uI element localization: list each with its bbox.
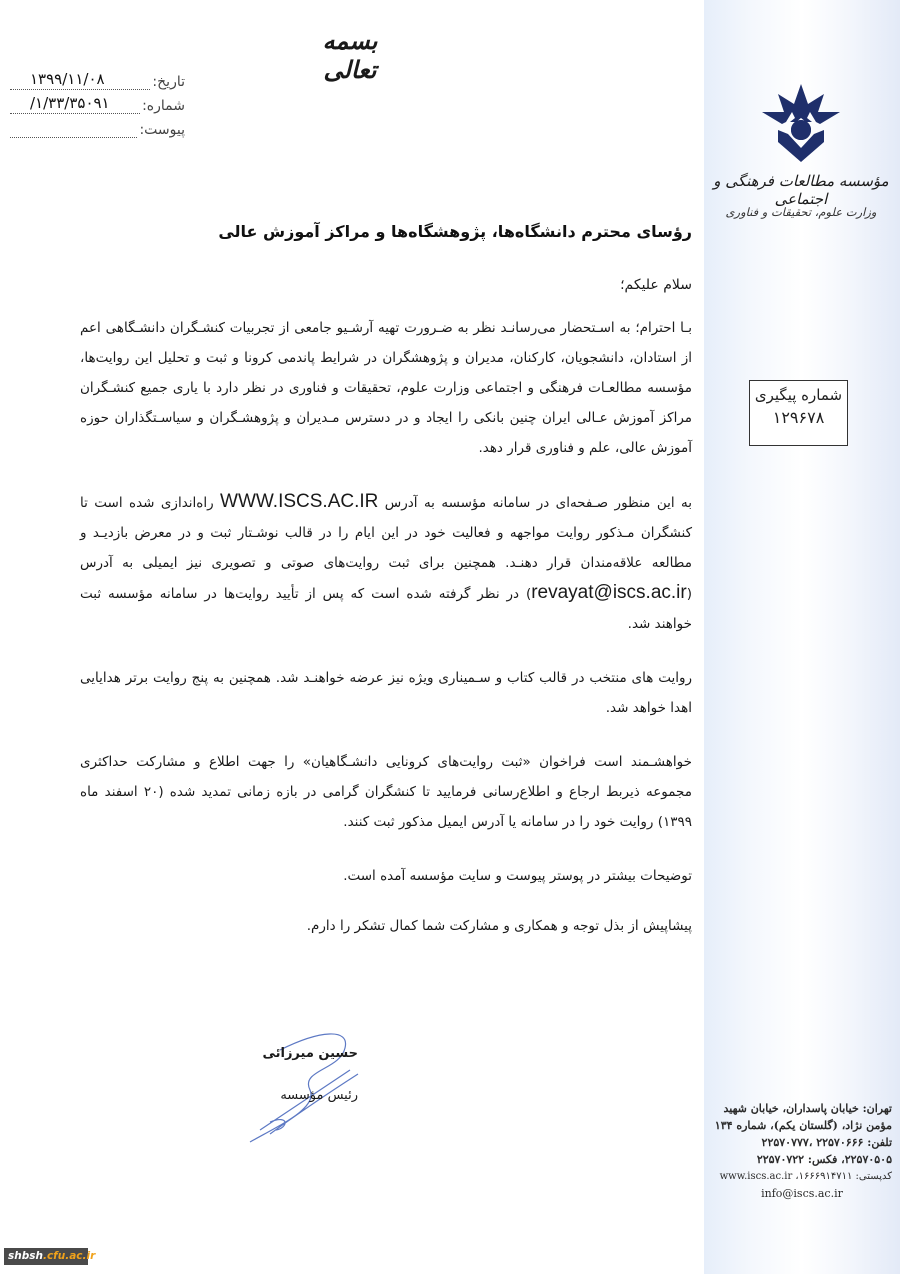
email-link[interactable]: revayat@iscs.ac.ir [531,582,687,603]
paragraph-publication: روایت های منتخب در قالب کتاب و سـمیناری ویژه نیز عرضه خواهنـد شد. همچنین به پنج روایت برتر هدایایی اهدا خواهد شد. [80,670,692,716]
letter-body [80,222,692,941]
paragraph-text: به این منظور صـفحه‌ای در سامانه مؤسسه به آدرس [378,495,692,511]
letter-number-value: /۱/۳۳/۳۵۰۹۱ [30,94,110,112]
paragraph-request: خواهشـمند است فراخوان «ثبت روایت‌های کرونایی دانشـگاهیان» را جهت اطلاع و مشارکت حداکثری مجموعه ذیربط ارجاع و اطلاع‌رسانی فرمایید تا کنشگران گرامی در بازه زمانی تمدید شده (۲۰ اسفند ماه ۱۳۹۹) روایت خود را در سامانه یا آدرس ایمیل مذکور ثبت کنند. [80,754,692,830]
paragraph-details: توضیحات بیشتر در پوستر پیوست و سایت مؤسسه آمده است. [343,868,692,884]
meta-dotted-line [10,120,137,138]
paragraph-text: راه‌اندازی شده است تا کنشگران مـذکور روایت مواجهه و فعالیت خود در این ایام را در قالب نوشـتار ثبت و در معرض بازدیـد و مطالعه علاقه‌مندان قرار دهنـد. همچنین برای ثبت روایت‌های صوتی و تصویری نیز ایمیلی به آدرس ( [80,495,692,602]
greeting: سلام علیکم؛ [620,277,692,293]
meta-label: تاریخ: [152,74,185,90]
basmala-heading: بسمه تعالی [322,26,378,84]
phone-line: تلفن: ۲۲۵۷۰۶۶۶ ،۲۲۵۷۰۷۷۷ [761,1136,892,1149]
signatory-name: حسین میرزائی [262,1046,358,1061]
fax-line: ۲۲۵۷۰۵۰۵، فکس: ۲۲۵۷۰۷۲۲ [756,1153,892,1166]
tracking-number: ۱۲۹۶۷۸ [772,408,825,427]
address-line: تهران: خیابان پاسداران، خیابان شهید [723,1102,892,1115]
date-value: ۱۳۹۹/۱۱/۰۸ [30,70,105,88]
tracking-label: شماره پیگیری [754,386,843,404]
tracking-number-box [749,380,848,446]
contact-email[interactable]: info@iscs.ac.ir [761,1187,843,1200]
meta-number [10,90,185,114]
meta-attachment [10,114,185,138]
paragraph-website [80,487,692,639]
paragraph-intro: بـا احترام؛ به اسـتحضار می‌رسانـد نظر به ضـرورت تهیه آرشـیو جامعی از تجربیات کنشـگران دانشـگاهی اعم از استادان، دانشجویان، کارکنان، مدیران و پژوهشگران در شرایط پاندمی کرونا و ثبت و تحلیل این روایت‌ها، مؤسسه مطالعـات فرهنگی و اجتماعی وزارت علوم، تحقیقات و فناوری در نظر دارد با یاری جمیع کنشـگران مراکز آموزش عـالی ایران چنین بانکی را ایجاد و در دسترس مـدیران و پژوهشـگران و سیاسـتگذاران حوزه آموزش عالی، علم و فناوری قرار دهد. [80,320,692,456]
meta-date [10,66,185,90]
recipient-heading: رؤسای محترم دانشگاه‌ها، پژوهشگاه‌ها و مراکز آموزش عالی [218,222,692,241]
watermark-prefix: shbsh [8,1250,43,1262]
paragraph-thanks: پیشاپیش از بذل توجه و همکاری و مشارکت شما کمال تشکر را دارم. [306,918,692,934]
meta-label: شماره: [142,98,185,114]
website-link[interactable]: WWW.ISCS.AC.IR [220,491,379,512]
contact-info [712,1100,892,1202]
letter-meta [10,66,185,138]
address-line: مؤمن نژاد، (گلستان یکم)، شماره ۱۳۴ [714,1119,892,1132]
iscs-star-logo-icon [760,82,842,164]
organization-name: مؤسسه مطالعات فرهنگی و اجتماعی [713,172,889,208]
meta-label: پیوست: [139,122,185,138]
meta-dotted-line [10,96,140,114]
watermark-suffix: .cfu.ac.ir [42,1250,96,1262]
signatory-title: رئیس مؤسسه [280,1088,358,1103]
ministry-name: وزارت علوم، تحقیقات و فناوری [725,205,877,219]
paragraph-text: ) در نظر گرفته شده است که پس از تأیید روایت‌ها در سامانه مؤسسه ثبت خواهند شد. [80,586,692,632]
postal-web-line: کدپستی: ۱۶۶۶۹۱۴۷۱۱، www.iscs.ac.ir [719,1171,892,1182]
watermark-badge [4,1248,96,1265]
meta-dotted-line [10,72,150,90]
